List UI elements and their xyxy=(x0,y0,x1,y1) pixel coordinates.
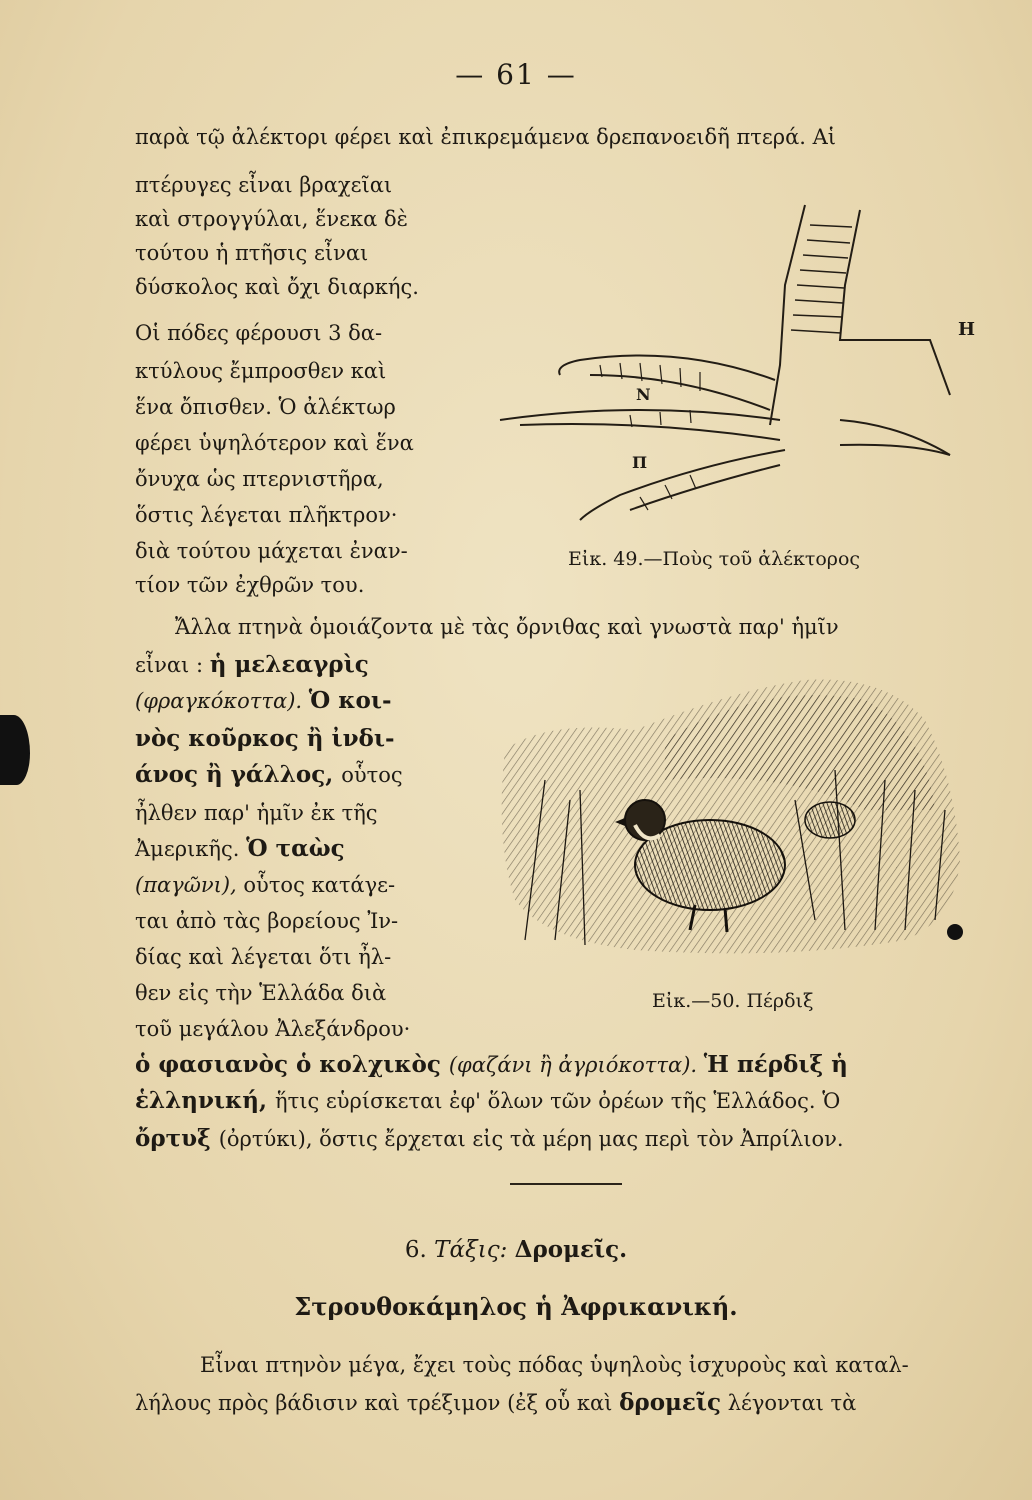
subsection-heading: Στρουθοκάμηλος ἡ Ἀφρικανική. xyxy=(294,1292,738,1321)
text-line: τίον τῶν ἐχθρῶν του. xyxy=(135,573,365,597)
text-line: νὸς κοῦρκος ἢ ἰνδι- xyxy=(135,725,395,752)
partridge-illustration xyxy=(485,660,975,970)
text-line: τοῦ μεγάλου Ἀλεξάνδρου· xyxy=(135,1017,411,1041)
text-line: (φραγκόκοττα). Ὁ κοι- xyxy=(135,687,392,714)
figure-label-n: Ν xyxy=(636,385,651,404)
section-heading: 6. Τάξις: Δρομεῖς. xyxy=(404,1236,628,1263)
text-line: δίας καὶ λέγεται ὅτι ἦλ- xyxy=(135,945,392,969)
figure-caption: Εἰκ.—50. Πέρδιξ xyxy=(652,990,814,1012)
text-line: Ἄλλα πτηνὰ ὁμοιάζοντα μὲ τὰς ὄρνιθας καὶ γνωστὰ παρ' ἡμῖν xyxy=(175,615,839,639)
text-line: παρὰ τῷ ἀλέκτορι φέρει καὶ ἐπικρεμάμενα δρεπανοειδῆ πτερά. Αἱ xyxy=(135,125,837,149)
text-line: θεν εἰς τὴν Ἑλλάδα διὰ xyxy=(135,981,387,1005)
page-number: — 61 — xyxy=(455,58,577,91)
section-divider xyxy=(510,1183,622,1185)
figure-caption: Εἰκ. 49.—Ποὺς τοῦ ἀλέκτορος xyxy=(568,548,861,570)
figure-label-p: Π xyxy=(632,453,648,472)
text-line: φέρει ὑψηλότερον καὶ ἕνα xyxy=(135,431,414,455)
text-line: (παγῶνι), οὗτος κατάγε- xyxy=(135,873,396,897)
text-line: Εἶναι πτηνὸν μέγα, ἔχει τοὺς πόδας ὑψηλοὺς ἰσχυροὺς καὶ καταλ- xyxy=(200,1353,909,1377)
rooster-foot-illustration xyxy=(480,165,980,535)
text-line: άνος ἢ γάλλος, οὗτος xyxy=(135,761,403,788)
ink-stain xyxy=(0,715,30,785)
text-line: ὄνυχα ὡς πτερνιστῆρα, xyxy=(135,467,384,491)
text-line: ὁ φασιανὸς ὁ κολχικὸς (φαζάνι ἢ ἀγριόκοττα). Ἡ πέρδιξ ἡ xyxy=(135,1051,848,1078)
text-line: ἑλληνική, ἥτις εὑρίσκεται ἐφ' ὅλων τῶν ὀρέων τῆς Ἑλλάδος. Ὁ xyxy=(135,1087,841,1114)
text-line: Οἱ πόδες φέρουσι 3 δα- xyxy=(135,321,383,345)
text-line: δύσκολος καὶ ὄχι διαρκής. xyxy=(135,275,419,299)
text-line: τούτου ἡ πτῆσις εἶναι xyxy=(135,241,369,265)
text-line: λήλους πρὸς βάδισιν καὶ τρέξιμον (ἐξ οὗ καὶ δρομεῖς λέγονται τὰ xyxy=(135,1389,857,1416)
text-line: εἶναι : ἡ μελεαγρὶς xyxy=(135,651,369,678)
text-line: ἦλθεν παρ' ἡμῖν ἐκ τῆς xyxy=(135,801,378,825)
text-line: Ἀμερικῆς. Ὁ ταὼς xyxy=(135,835,345,862)
text-line: καὶ στρογγύλαι, ἕνεκα δὲ xyxy=(135,207,408,231)
text-line: πτέρυγες εἶναι βραχεῖαι xyxy=(135,173,393,197)
text-line: ἕνα ὄπισθεν. Ὁ ἀλέκτωρ xyxy=(135,395,396,419)
text-line: κτύλους ἔμπροσθεν καὶ xyxy=(135,359,387,383)
figure-label-h: Η xyxy=(958,319,976,340)
text-line: ὄρτυξ (ὀρτύκι), ὅστις ἔρχεται εἰς τὰ μέρη μας περὶ τὸν Ἀπρίλιον. xyxy=(135,1125,844,1152)
text-line: ται ἀπὸ τὰς βορείους Ἰν- xyxy=(135,909,399,933)
text-line: διὰ τούτου μάχεται ἐναν- xyxy=(135,539,408,563)
text-line: ὅστις λέγεται πλῆκτρον· xyxy=(135,503,398,527)
